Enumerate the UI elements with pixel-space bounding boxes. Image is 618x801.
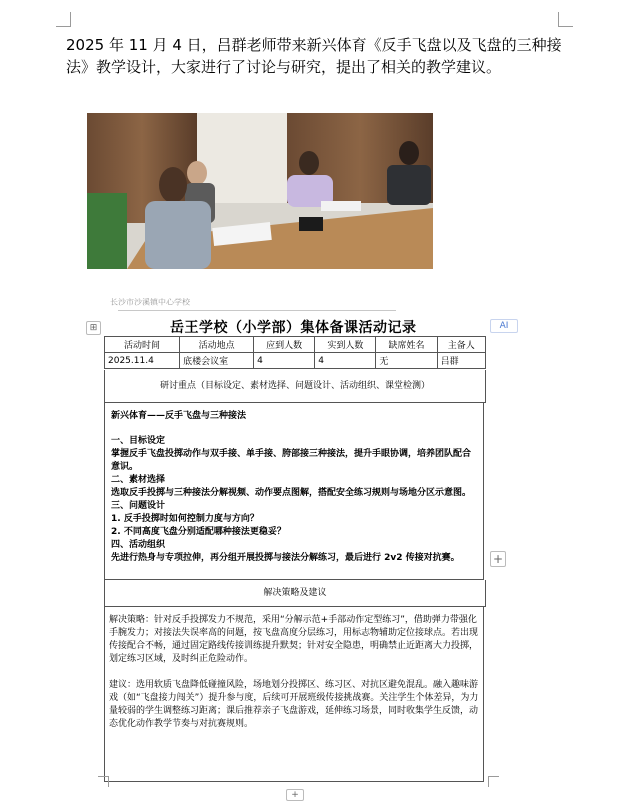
table-cell: 底楼会议室 [180,353,254,369]
table-cell: 2025.11.4 [105,353,180,369]
content-line: 掌握反手飞盘投掷动作与双手接、单手接、胯部接三种接法，提升手眼协调，培养团队配合意识。 [111,449,472,472]
content-line: 一、目标设定 [111,436,166,446]
page-corner-mark [558,12,573,27]
content-title: 新兴体育——反手飞盘与三种接法 [111,411,247,421]
solution-label-row: 解决策略及建议 [104,580,486,607]
content-line: 四、活动组织 [111,540,166,550]
content-line: 三、问题设计 [111,501,166,511]
table-header-row [105,337,486,353]
document-title: 岳王学校（小学部）集体备课活动记录 [170,320,417,336]
table-row [105,353,486,369]
content-section [104,402,484,580]
add-column-icon[interactable]: + [490,551,506,567]
page-corner-mark [98,776,109,787]
school-header-text: 长沙市沙溪镇中心学校 [110,298,190,307]
page-corner-mark [488,776,499,787]
ai-assistant-button[interactable]: AI [490,319,518,333]
content-line: 二、素材选择 [111,475,166,485]
solution-paragraph: 建议：选用软质飞盘降低碰撞风险，场地划分投掷区、练习区、对抗区避免混乱。融入趣味游戏（如“飞盘接力闯关”）提升参与度，后续可开展班级传接挑战赛。关注学生个体差异，为力量较弱的学生调整练习距离；课后推荐亲子飞盘游戏，延伸练习场景，同时收集学生反馈，动态优化动作教学节奏与对抗赛规则。 [109,680,479,729]
page-corner-mark [56,12,71,27]
table-cell: 4 [254,353,315,369]
table-handle-icon[interactable]: ⊞ [86,321,101,335]
table-header-cell: 应到人数 [254,337,315,353]
table-cell: 无 [376,353,437,369]
focus-label-row: 研讨重点（目标设定、素材选择、问题设计、活动组织、课堂检测） [104,370,486,403]
header-divider [118,310,396,311]
content-body [111,410,477,565]
content-line: 1. 反手投掷时如何控制力度与方向？ [111,514,259,524]
content-line: 2. 不同高度飞盘分别适配哪种接法更稳妥？ [111,527,286,537]
table-header-cell: 实到人数 [315,337,376,353]
solution-section [104,606,484,782]
table-header-cell: 主备人 [437,337,485,353]
add-row-icon[interactable]: + [286,789,304,801]
table-header-cell: 活动时间 [105,337,180,353]
table-cell: 吕群 [437,353,485,369]
table-cell: 4 [315,353,376,369]
meeting-photo [87,113,433,269]
content-line: 选取反手投掷与三种接法分解视频、动作要点图解，搭配安全练习规则与场地分区示意图。 [111,488,472,498]
solution-paragraph: 解决策略：针对反手投掷发力不规范，采用“分解示范+手部动作定型练习”，借助弹力带强化手腕发力；对接法失误率高的问题，按飞盘高度分层练习，用标志物辅助定位接球点。若出现传接配合不畅，通过固定路线传接训练提升默契；针对安全隐患，明确禁止近距离大力投掷，划定练习区域，及时纠正危险动作。 [109,615,479,664]
activity-info-table [104,336,486,369]
content-line: 先进行热身与专项拉伸，再分组开展投掷与接法分解练习，最后进行 2v2 传接对抗赛。 [111,553,460,563]
meeting-photo-graphic [87,113,433,269]
table-header-cell: 活动地点 [180,337,254,353]
table-header-cell: 缺席姓名 [376,337,437,353]
intro-paragraph: 2025 年 11 月 4 日，吕群老师带来新兴体育《反手飞盘以及飞盘的三种接法》教学设计，大家进行了讨论与研究，提出了相关的教学建议。 [66,36,562,76]
solution-body [109,614,479,731]
